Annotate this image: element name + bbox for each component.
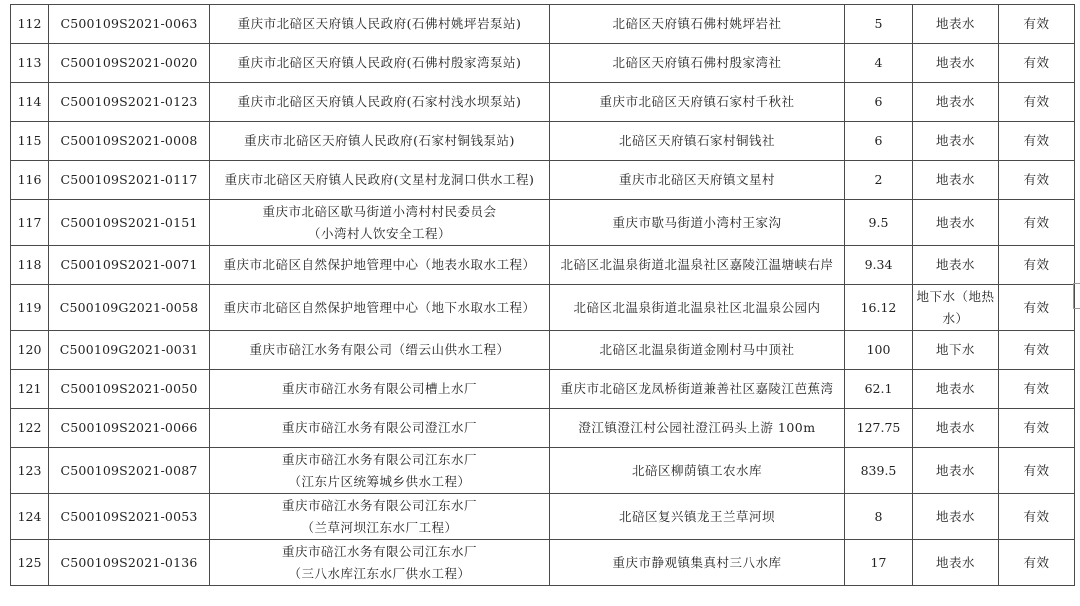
status-cell: 有效 [999,370,1075,409]
water-source-cell [913,5,999,44]
permit-code-cell: C500109S2021-0053 [49,494,210,540]
permit-code-cell: C500109S2021-0020 [49,44,210,83]
permit-code-cell: C500109S2021-0008 [49,122,210,161]
water-source-cell [913,83,999,122]
unit-name-cell [210,5,550,44]
permit-code-cell: C500109S2021-0136 [49,540,210,586]
intake-amount-cell: 2 [845,161,913,200]
intake-location-cell: 北碚区复兴镇龙王兰草河坝 [550,494,845,540]
status-cell: 有效 [999,331,1075,370]
unit-name-cell [210,540,550,586]
unit-name-cell [210,409,550,448]
unit-name-line: 重庆市北碚区自然保护地管理中心（地表水取水工程） [223,257,536,272]
intake-amount-cell: 100 [845,331,913,370]
row-number-cell: 123 [11,448,49,494]
intake-amount-cell: 17 [845,540,913,586]
unit-name-line: 重庆市北碚区天府镇人民政府(石家村铜钱泵站) [244,133,515,148]
water-source-line: 地表水 [935,554,975,570]
status-cell: 有效 [999,122,1075,161]
unit-name-cell [210,331,550,370]
status-cell: 有效 [999,246,1075,285]
permit-code-cell: C500109S2021-0071 [49,246,210,285]
unit-name-cell [210,161,550,200]
status-cell: 有效 [999,540,1075,586]
water-source-cell [913,285,999,331]
page-edge-marker [1073,283,1080,309]
water-source-cell [913,200,999,246]
intake-amount-cell: 127.75 [845,409,913,448]
intake-location-cell: 北碚区天府镇石家村铜钱社 [550,122,845,161]
intake-location-cell: 北碚区天府镇石佛村姚坪岩社 [550,5,845,44]
intake-amount-cell: 9.34 [845,246,913,285]
intake-location-cell: 重庆市歇马街道小湾村王家沟 [550,200,845,246]
water-source-line: 地表水 [935,214,975,230]
row-number-cell: 124 [11,494,49,540]
unit-name-cell [210,370,550,409]
table-row [11,285,1075,331]
intake-location-cell: 澄江镇澄江村公园社澄江码头上游 100m [550,409,845,448]
unit-name-cell [210,83,550,122]
unit-name-cell [210,44,550,83]
status-cell: 有效 [999,161,1075,200]
table-row [11,448,1075,494]
intake-location-cell: 北碚区天府镇石佛村殷家湾社 [550,44,845,83]
status-cell: 有效 [999,83,1075,122]
table-row [11,246,1075,285]
table-row [11,122,1075,161]
row-number-cell: 113 [11,44,49,83]
water-source-cell [913,331,999,370]
row-number-cell: 122 [11,409,49,448]
status-cell: 有效 [999,409,1075,448]
water-source-line: 地表水 [935,133,975,148]
row-number-cell: 114 [11,83,49,122]
unit-name-line: 重庆市碚江水务有限公司江东水厂 [281,543,477,559]
status-cell: 有效 [999,200,1075,246]
intake-amount-cell: 9.5 [845,200,913,246]
unit-name-line: （兰草河坝江东水厂工程） [301,519,458,535]
unit-name-cell [210,246,550,285]
intake-location-cell: 重庆市静观镇集真村三八水库 [550,540,845,586]
intake-location-cell: 重庆市北碚区龙凤桥街道兼善社区嘉陵江芭蕉湾 [550,370,845,409]
water-source-cell [913,494,999,540]
intake-amount-cell: 839.5 [845,448,913,494]
intake-amount-cell: 5 [845,5,913,44]
unit-name-line: 重庆市北碚区歇马街道小湾村村民委员会 [262,203,497,219]
table-row [11,200,1075,246]
water-source-line: 地表水 [935,420,975,435]
row-number-cell: 112 [11,5,49,44]
row-number-cell: 125 [11,540,49,586]
intake-location-cell: 重庆市北碚区天府镇文星村 [550,161,845,200]
unit-name-line: 重庆市北碚区天府镇人民政府(石家村浅水坝泵站) [237,94,522,109]
permit-code-cell: C500109G2021-0031 [49,331,210,370]
unit-name-line: 重庆市碚江水务有限公司槽上水厂 [281,381,477,396]
intake-amount-cell: 6 [845,83,913,122]
permit-code-cell: C500109S2021-0066 [49,409,210,448]
intake-location-cell: 北碚区北温泉街道北温泉社区北温泉公园内 [550,285,845,331]
intake-amount-cell: 8 [845,494,913,540]
water-source-cell [913,161,999,200]
water-source-line: 地表水 [935,257,975,272]
status-cell: 有效 [999,285,1075,331]
water-source-line: 地表水 [935,16,975,31]
water-source-line: 地下水 [935,342,975,357]
unit-name-line: 重庆市北碚区天府镇人民政府(文星村龙洞口供水工程) [224,172,535,187]
unit-name-line: 重庆市碚江水务有限公司（缙云山供水工程） [249,342,510,357]
unit-name-cell [210,448,550,494]
water-source-line: 地表水 [935,462,975,478]
permit-code-cell: C500109S2021-0117 [49,161,210,200]
water-source-line: 地表水 [935,172,975,187]
status-cell: 有效 [999,448,1075,494]
table-row [11,5,1075,44]
status-cell: 有效 [999,494,1075,540]
unit-name-line: 重庆市北碚区天府镇人民政府(石佛村姚坪岩泵站) [237,16,522,31]
intake-location-cell: 北碚区柳荫镇工农水库 [550,448,845,494]
permit-code-cell: C500109S2021-0063 [49,5,210,44]
unit-name-line: 重庆市碚江水务有限公司江东水厂 [281,451,477,467]
intake-amount-cell: 4 [845,44,913,83]
row-number-cell: 115 [11,122,49,161]
row-number-cell: 118 [11,246,49,285]
water-source-line: 地下水（地热 [916,288,995,304]
intake-amount-cell: 62.1 [845,370,913,409]
water-source-cell [913,246,999,285]
unit-name-line: （三八水库江东水厂供水工程） [288,565,471,581]
unit-name-cell [210,200,550,246]
water-source-cell [913,448,999,494]
water-source-cell [913,122,999,161]
table-row [11,370,1075,409]
intake-location-cell: 重庆市北碚区天府镇石家村千秋社 [550,83,845,122]
table-body [11,5,1075,586]
row-number-cell: 117 [11,200,49,246]
unit-name-line: 重庆市北碚区天府镇人民政府(石佛村殷家湾泵站) [237,55,522,70]
table-row [11,409,1075,448]
unit-name-cell [210,122,550,161]
intake-location-cell: 北碚区北温泉街道北温泉社区嘉陵江温塘峡右岸 [550,246,845,285]
row-number-cell: 121 [11,370,49,409]
water-source-line: 地表水 [935,94,975,109]
water-source-line: 地表水 [935,55,975,70]
water-source-line: 地表水 [935,381,975,396]
table-row [11,83,1075,122]
table-row [11,494,1075,540]
table-row [11,44,1075,83]
unit-name-cell [210,285,550,331]
water-source-line: 水） [942,310,969,326]
water-source-line: 地表水 [935,508,975,524]
water-source-cell [913,370,999,409]
unit-name-line: （小湾村人饮安全工程） [307,225,451,241]
unit-name-cell [210,494,550,540]
intake-amount-cell: 6 [845,122,913,161]
water-source-cell [913,44,999,83]
permit-code-cell: C500109S2021-0123 [49,83,210,122]
water-source-cell [913,409,999,448]
permit-code-cell: C500109S2021-0151 [49,200,210,246]
water-source-cell [913,540,999,586]
permit-code-cell: C500109S2021-0087 [49,448,210,494]
table-row [11,161,1075,200]
unit-name-line: 重庆市碚江水务有限公司澄江水厂 [281,420,477,435]
intake-amount-cell: 16.12 [845,285,913,331]
water-permit-table [10,4,1075,586]
status-cell: 有效 [999,5,1075,44]
unit-name-line: 重庆市北碚区自然保护地管理中心（地下水取水工程） [223,299,536,315]
row-number-cell: 120 [11,331,49,370]
table-row [11,331,1075,370]
unit-name-line: 重庆市碚江水务有限公司江东水厂 [281,497,477,513]
unit-name-line: （江东片区统筹城乡供水工程） [288,473,471,489]
table-row [11,540,1075,586]
intake-location-cell: 北碚区北温泉街道金刚村马中顶社 [550,331,845,370]
status-cell: 有效 [999,44,1075,83]
row-number-cell: 119 [11,285,49,331]
permit-code-cell: C500109G2021-0058 [49,285,210,331]
permit-code-cell: C500109S2021-0050 [49,370,210,409]
row-number-cell: 116 [11,161,49,200]
